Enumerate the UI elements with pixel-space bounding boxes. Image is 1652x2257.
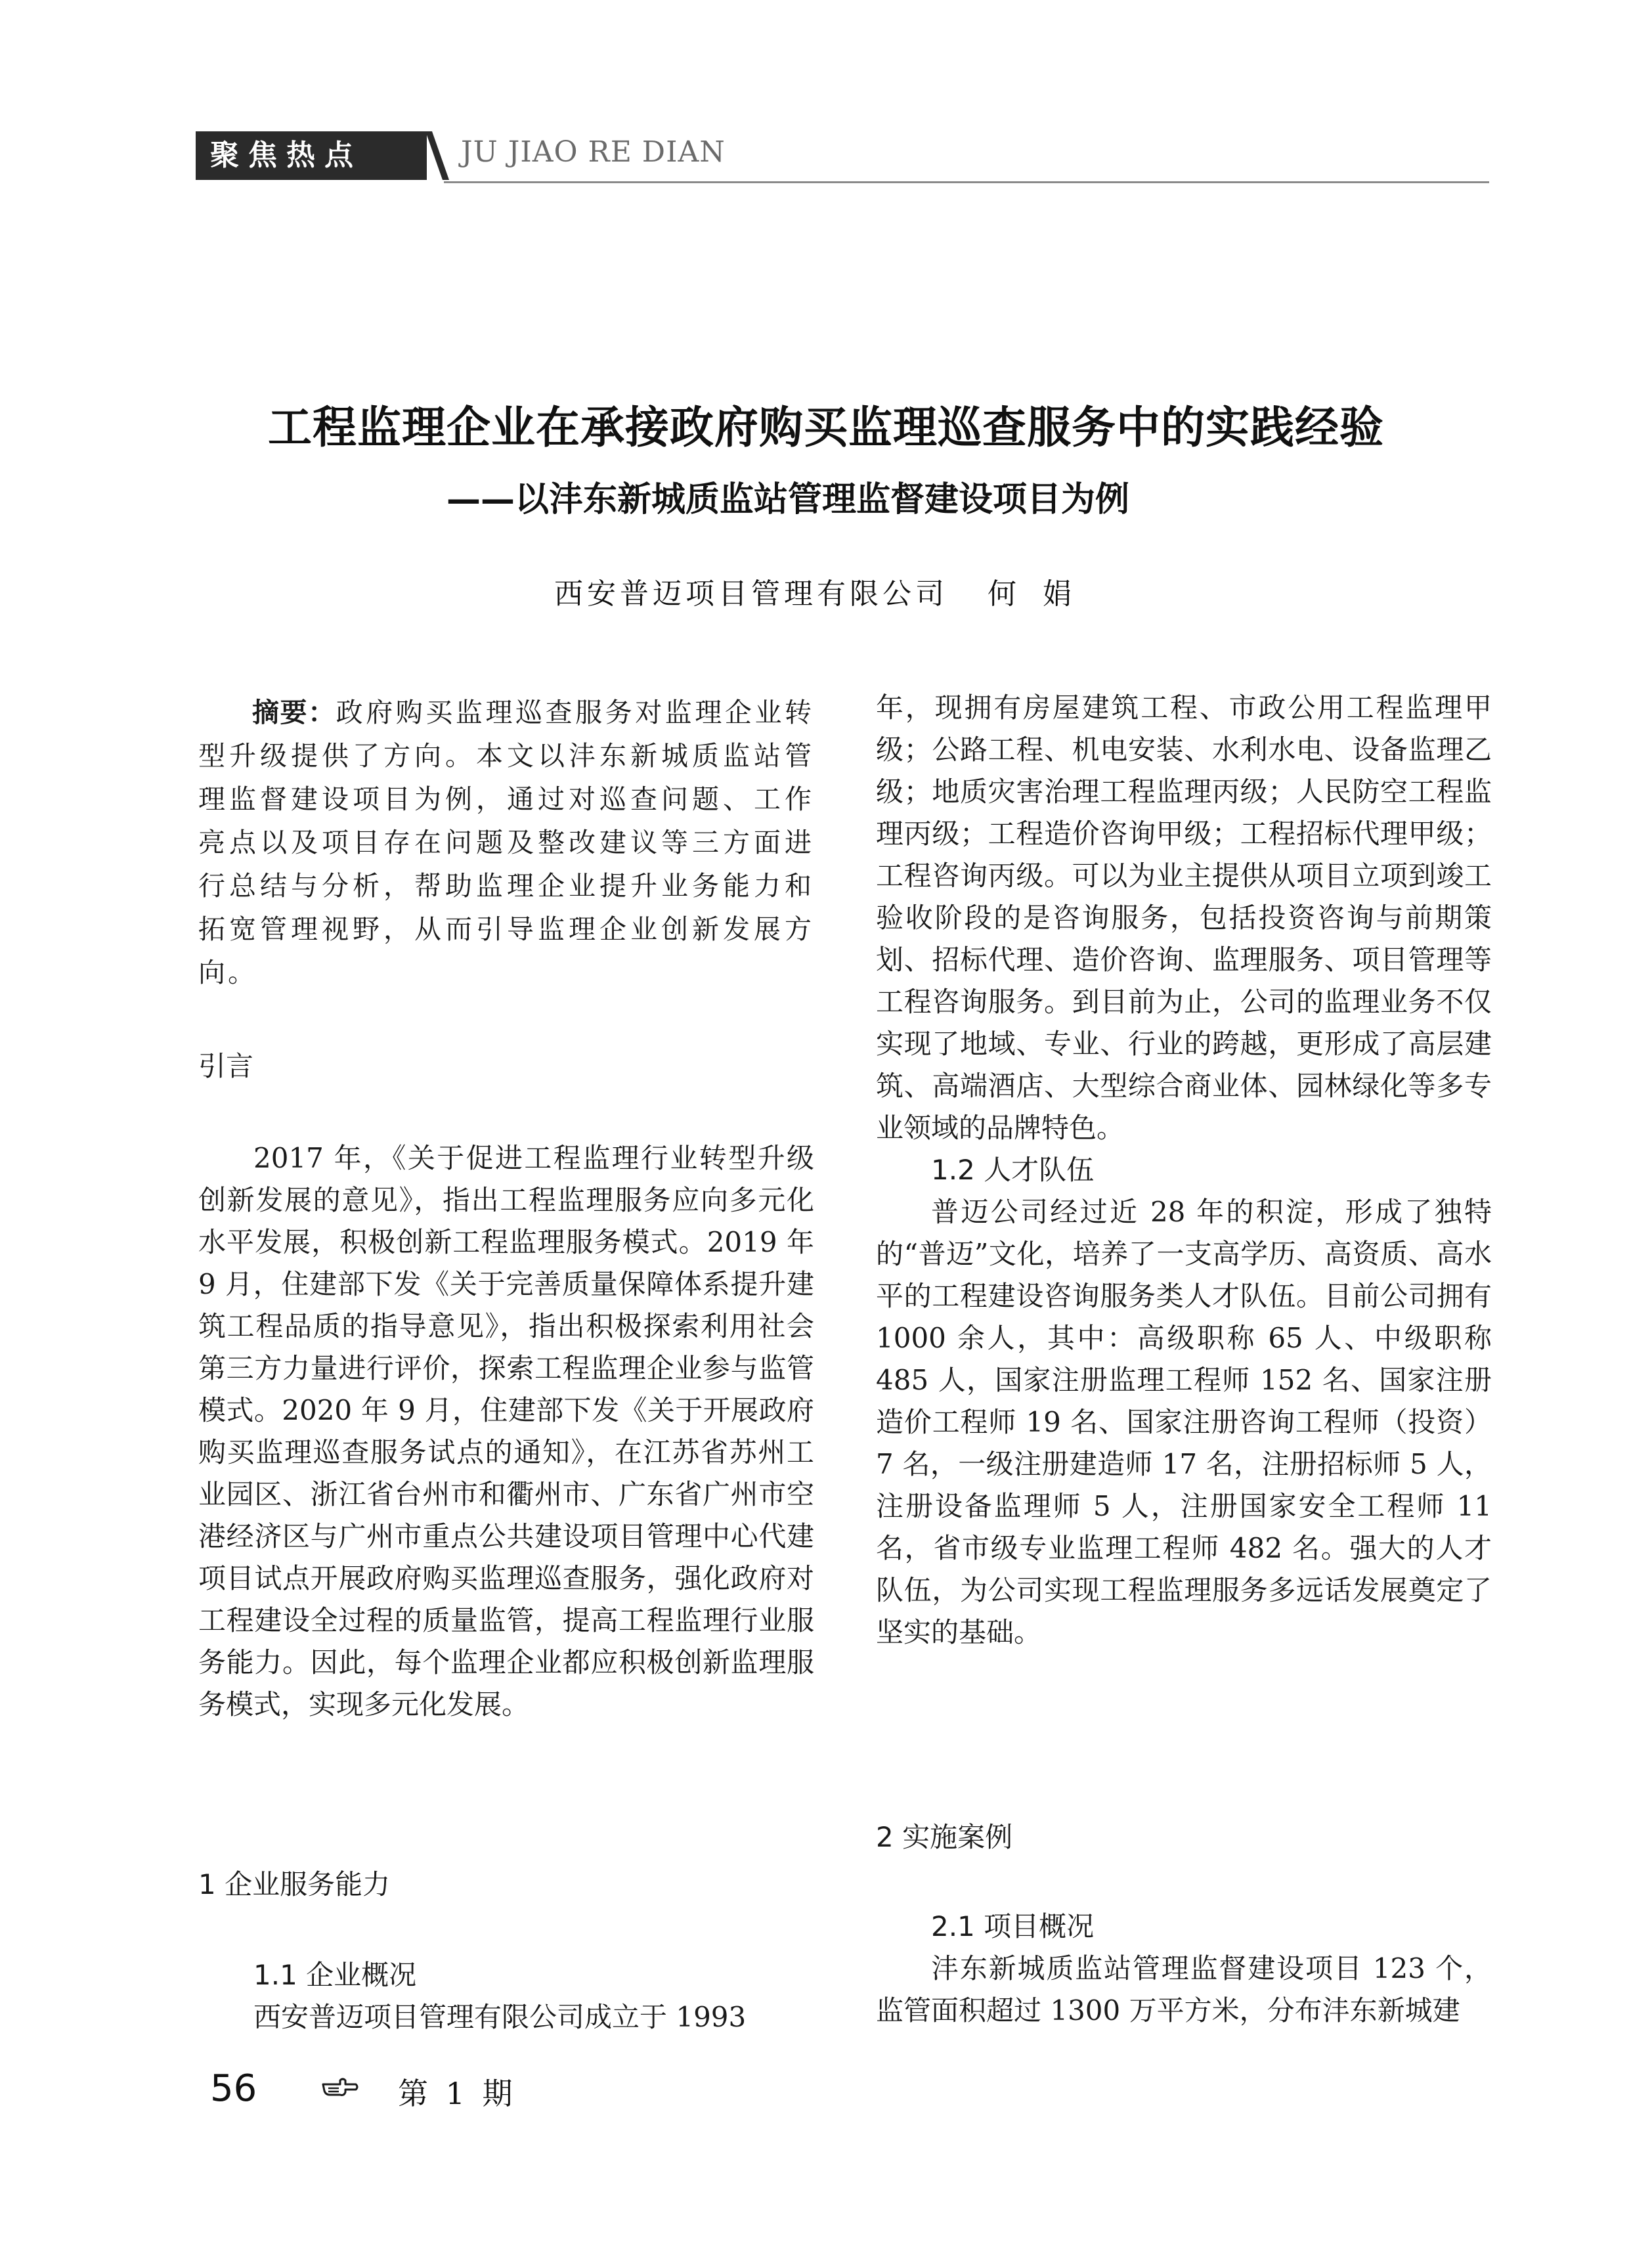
section-2-heading: 2 实施案例	[876, 1821, 1013, 1853]
company-profile-paragraph: 年，现拥有房屋建筑工程、市政公用工程监理甲级；公路工程、机电安装、水利水电、设备监理乙级；地质灾害治理工程监理丙级；人民防空工程监理丙级；工程造价咨询甲级；工程招标代理甲级；工程咨询丙级。可以为业主提供从项目立项到竣工验收阶段的是咨询服务，包括投资咨询与前期策划、招标代理、造价咨询、监理服务、项目管理等工程咨询服务。到目前为止，公司的监理业务不仅实现了地域、专业、行业的跨越，更形成了高层建筑、高端酒店、大型综合商业体、园林绿化等多专业领域的品牌特色。	[876, 691, 1492, 1144]
section-1-2-heading: 1.2 人才队伍	[931, 1154, 1095, 1186]
section-1-1-heading: 1.1 企业概况	[253, 1959, 417, 1991]
byline	[0, 570, 1652, 612]
intro-heading-block	[198, 1045, 814, 1087]
author-organization: 西安普迈项目管理有限公司	[554, 577, 948, 611]
section2-heading-block	[876, 1816, 1492, 1858]
section1-1-block	[198, 1954, 814, 2038]
right-column	[876, 687, 1492, 1654]
section-2-1-heading: 2.1 项目概况	[931, 1910, 1095, 1942]
page-number: 56	[210, 2067, 257, 2110]
author-name: 何娟	[988, 577, 1098, 611]
article-title: 工程监理企业在承接政府购买监理巡查服务中的实践经验	[268, 402, 1384, 453]
section-1-heading: 1 企业服务能力	[198, 1868, 391, 1900]
column-badge: 聚焦热点	[196, 131, 427, 180]
left-column	[198, 691, 814, 994]
pointing-hand-icon	[320, 2072, 360, 2103]
header-slash-decoration	[425, 131, 449, 180]
abstract	[198, 691, 814, 994]
intro-block	[198, 1137, 814, 1726]
section-1-1-paragraph: 西安普迈项目管理有限公司成立于 1993	[253, 2001, 747, 2033]
abstract-text: 政府购买监理巡查服务对监理企业转型升级提供了方向。本文以沣东新城质监站管理监督建设项目为例，通过对巡查问题、工作亮点以及项目存在问题及整改建议等三方面进行总结与分析，帮助监理企业提升业务能力和拓宽管理视野，从而引导监理企业创新发展方向。	[198, 697, 815, 988]
intro-paragraph: 2017 年，《关于促进工程监理行业转型升级创新发展的意见》，指出工程监理服务应向多元化水平发展，积极创新工程监理服务模式。2019 年 9 月，住建部下发《关于完善质量保障体系提升建筑工程品质的指导意见》，指出积极探索利用社会第三方力量进行评价，探索工程监理企业参与监管模式。2020 年 9 月，住建部下发《关于开展政府购买监理巡查服务试点的通知》，在江苏省苏州工业园区、浙江省台州市和衢州市、广东省广州市空港经济区与广州市重点公共建设项目管理中心代建项目试点开展政府购买监理巡查服务，强化政府对工程建设全过程的质量监管，提高工程监理行业服务能力。因此，每个监理企业都应积极创新监理服务模式，实现多元化发展。	[198, 1142, 814, 1720]
section1-heading-block	[198, 1864, 814, 1906]
section2-1-block	[876, 1906, 1492, 2032]
talent-paragraph: 普迈公司经过近 28 年的积淀，形成了独特的“普迈”文化，培养了一支高学历、高资质、高水平的工程建设咨询服务类人才队伍。目前公司拥有 1000 余人，其中：高级职称 65 人、中级职称 485 人，国家注册监理工程师 152 名、国家注册造价工程师 19 名、国家注册咨询工程师（投资）7 名，一级注册建造师 17 名，注册招标师 5 人，注册设备监理师 5 人，注册国家安全工程师 11 名，省市级专业监理工程师 482 名。强大的人才队伍，为公司实现工程监理服务多远话发展奠定了坚实的基础。	[876, 1196, 1492, 1648]
column-pinyin: JU JIAO RE DIAN	[461, 135, 726, 169]
header-rule	[444, 181, 1489, 183]
abstract-label: 摘要：	[252, 697, 336, 728]
issue-number: 第 1 期	[398, 2076, 517, 2111]
project-overview-paragraph: 沣东新城质监站管理监督建设项目 123 个，监管面积超过 1300 万平方米，分布沣东新城建	[876, 1952, 1492, 2027]
intro-heading: 引言	[198, 1050, 254, 1082]
article-subtitle: ——以沣东新城质监站管理监督建设项目为例	[446, 480, 1130, 519]
